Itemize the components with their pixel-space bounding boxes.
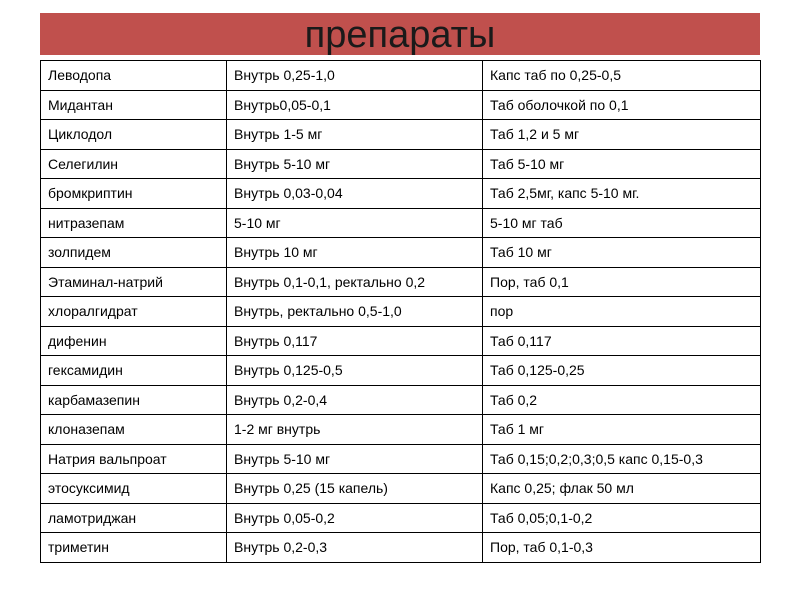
dosage-cell: Внутрь 5-10 мг xyxy=(227,149,483,179)
drug-name-cell: карбамазепин xyxy=(41,385,227,415)
form-cell: Капс таб по 0,25-0,5 xyxy=(483,61,761,91)
form-cell: Таб 0,15;0,2;0,3;0,5 капс 0,15-0,3 xyxy=(483,444,761,474)
table-row xyxy=(41,503,761,533)
drug-name-cell: клоназепам xyxy=(41,415,227,445)
dosage-cell: Внутрь 0,117 xyxy=(227,326,483,356)
drug-name-cell: Натрия вальпроат xyxy=(41,444,227,474)
form-cell: Пор, таб 0,1-0,3 xyxy=(483,533,761,563)
form-cell: Таб 0,05;0,1-0,2 xyxy=(483,503,761,533)
dosage-cell: Внутрь 0,03-0,04 xyxy=(227,179,483,209)
drug-name-cell: Селегилин xyxy=(41,149,227,179)
form-cell: Таб 0,2 xyxy=(483,385,761,415)
table-row xyxy=(41,297,761,327)
form-cell: пор xyxy=(483,297,761,327)
dosage-cell: Внутрь 0,125-0,5 xyxy=(227,356,483,386)
title-bar xyxy=(40,13,760,55)
table-row xyxy=(41,444,761,474)
drug-table-body xyxy=(41,61,761,563)
table-row xyxy=(41,385,761,415)
table-row xyxy=(41,61,761,91)
drug-name-cell: ламотриджан xyxy=(41,503,227,533)
table-row xyxy=(41,474,761,504)
dosage-cell: Внутрь 10 мг xyxy=(227,238,483,268)
form-cell: 5-10 мг таб xyxy=(483,208,761,238)
drug-table xyxy=(40,60,761,563)
table-row xyxy=(41,326,761,356)
form-cell: Таб оболочкой по 0,1 xyxy=(483,90,761,120)
drug-name-cell: Леводопа xyxy=(41,61,227,91)
drug-name-cell: Циклодол xyxy=(41,120,227,150)
form-cell: Таб 1 мг xyxy=(483,415,761,445)
table-row xyxy=(41,356,761,386)
form-cell: Таб 2,5мг, капс 5-10 мг. xyxy=(483,179,761,209)
drug-name-cell: триметин xyxy=(41,533,227,563)
drug-name-cell: дифенин xyxy=(41,326,227,356)
table-row xyxy=(41,149,761,179)
form-cell: Таб 1,2 и 5 мг xyxy=(483,120,761,150)
drug-name-cell: золпидем xyxy=(41,238,227,268)
drug-name-cell: хлоралгидрат xyxy=(41,297,227,327)
form-cell: Капс 0,25; флак 50 мл xyxy=(483,474,761,504)
table-row xyxy=(41,179,761,209)
dosage-cell: Внутрь 1-5 мг xyxy=(227,120,483,150)
form-cell: Таб 0,117 xyxy=(483,326,761,356)
dosage-cell: Внутрь 0,05-0,2 xyxy=(227,503,483,533)
table-row xyxy=(41,90,761,120)
table-row xyxy=(41,415,761,445)
dosage-cell: Внутрь 0,25 (15 капель) xyxy=(227,474,483,504)
drug-name-cell: бромкриптин xyxy=(41,179,227,209)
table-row xyxy=(41,533,761,563)
table-row xyxy=(41,208,761,238)
drug-name-cell: Мидантан xyxy=(41,90,227,120)
drug-name-cell: гексамидин xyxy=(41,356,227,386)
form-cell: Таб 10 мг xyxy=(483,238,761,268)
table-row xyxy=(41,238,761,268)
form-cell: Таб 5-10 мг xyxy=(483,149,761,179)
dosage-cell: Внутрь 0,2-0,3 xyxy=(227,533,483,563)
dosage-cell: 1-2 мг внутрь xyxy=(227,415,483,445)
drug-name-cell: Этаминал-натрий xyxy=(41,267,227,297)
table-row xyxy=(41,120,761,150)
form-cell: Таб 0,125-0,25 xyxy=(483,356,761,386)
drug-name-cell: этосуксимид xyxy=(41,474,227,504)
dosage-cell: Внутрь 5-10 мг xyxy=(227,444,483,474)
dosage-cell: Внутрь0,05-0,1 xyxy=(227,90,483,120)
table-row xyxy=(41,267,761,297)
slide-title: препараты xyxy=(304,14,496,56)
dosage-cell: Внутрь 0,2-0,4 xyxy=(227,385,483,415)
drug-name-cell: нитразепам xyxy=(41,208,227,238)
dosage-cell: Внутрь 0,1-0,1, ректально 0,2 xyxy=(227,267,483,297)
dosage-cell: Внутрь 0,25-1,0 xyxy=(227,61,483,91)
dosage-cell: 5-10 мг xyxy=(227,208,483,238)
form-cell: Пор, таб 0,1 xyxy=(483,267,761,297)
dosage-cell: Внутрь, ректально 0,5-1,0 xyxy=(227,297,483,327)
